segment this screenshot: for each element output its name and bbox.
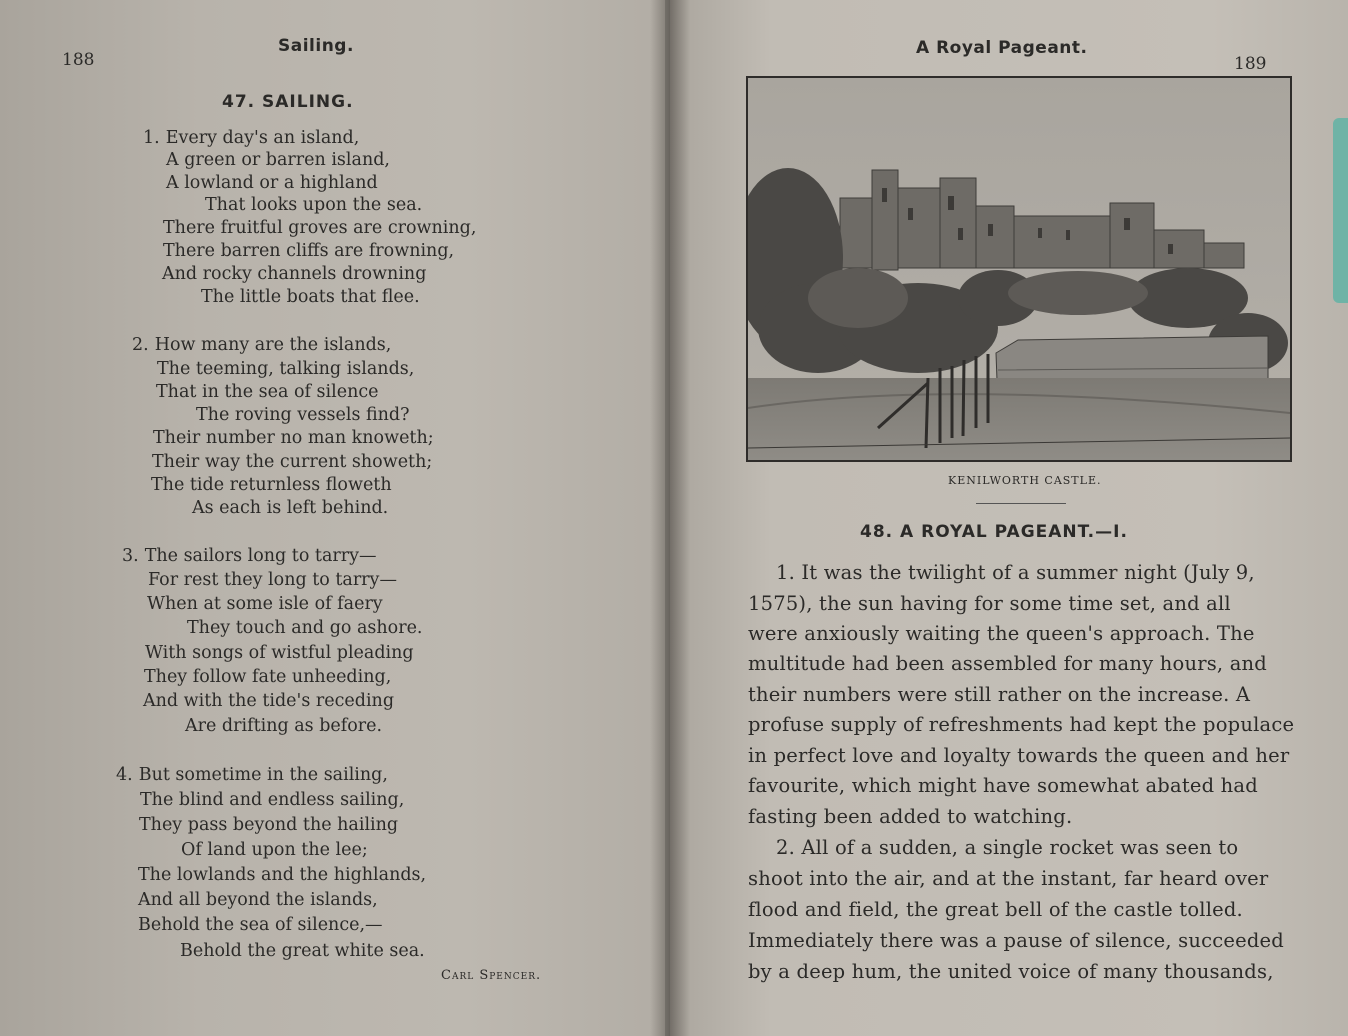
body-line: profuse supply of refreshments had kept the populace (748, 713, 1295, 736)
stanza-number: 3. (122, 546, 139, 566)
body-line: 1575), the sun having for some time set, and all (748, 592, 1231, 615)
book-gutter (650, 0, 690, 1036)
verse-line: And with the tide's receding (143, 691, 395, 711)
castle-illustration (746, 76, 1292, 462)
body-line: 2. All of a sudden, a single rocket was seen to (776, 836, 1239, 859)
stanza-number: 2. (132, 335, 149, 355)
verse-line: 4. But sometime in the sailing, (116, 765, 388, 785)
running-head: A Royal Pageant. (916, 38, 1088, 58)
bookmark-tab (1333, 118, 1348, 303)
verse-line: There barren cliffs are frowning, (163, 241, 455, 261)
stanza-number: 1. (143, 128, 160, 148)
verse-line: The lowlands and the highlands, (138, 865, 427, 885)
verse-line: The tide returnless floweth (151, 475, 392, 495)
running-head: Sailing. (278, 36, 354, 56)
verse-line: A green or barren island, (166, 150, 390, 170)
poem-author: Carl Spencer. (441, 968, 542, 983)
verse-line: The blind and endless sailing, (140, 790, 405, 810)
body-line: 1. It was the twilight of a summer night (July 9, (776, 561, 1255, 584)
verse-line: That in the sea of silence (156, 382, 379, 402)
chapter-title: 48. A ROYAL PAGEANT.—I. (860, 522, 1128, 542)
verse-line: Of land upon the lee; (181, 840, 368, 860)
body-line: by a deep hum, the united voice of many thousands, (748, 960, 1274, 983)
verse-line: The roving vessels find? (196, 405, 410, 425)
verse-line: A lowland or a highland (166, 173, 378, 193)
body-line: their numbers were still rather on the increase. A (748, 683, 1251, 706)
body-line: shoot into the air, and at the instant, far heard over (748, 867, 1269, 890)
body-line: fasting been added to watching. (748, 805, 1073, 828)
verse-line: And all beyond the islands, (138, 890, 378, 910)
verse-line: They follow fate unheeding, (144, 667, 392, 687)
verse-line: And rocky channels drowning (162, 264, 427, 284)
divider-rule (976, 503, 1066, 504)
verse-line: With songs of wistful pleading (145, 643, 414, 663)
body-line: were anxiously waiting the queen's approach. The (748, 622, 1255, 645)
body-line: multitude had been assembled for many hours, and (748, 652, 1267, 675)
verse-line: 1. Every day's an island, (143, 128, 360, 148)
verse-line: Behold the sea of silence,— (138, 915, 383, 935)
body-line: in perfect love and loyalty towards the queen and her (748, 744, 1290, 767)
verse-line: Are drifting as before. (185, 716, 383, 736)
poem-title: 47. SAILING. (222, 92, 354, 112)
verse-line: For rest they long to tarry— (148, 570, 397, 590)
stanza-number: 4. (116, 765, 133, 785)
verse-line: As each is left behind. (192, 498, 389, 518)
illustration-caption: KENILWORTH CASTLE. (948, 474, 1102, 487)
verse-line: That looks upon the sea. (205, 195, 423, 215)
page-number: 189 (1234, 54, 1267, 74)
verse-line: Their number no man knoweth; (153, 428, 434, 448)
verse-line: The little boats that flee. (201, 287, 420, 307)
verse-line: The teeming, talking islands, (157, 359, 415, 379)
left-page (0, 0, 665, 1036)
page-number: 188 (62, 50, 95, 70)
verse-line: Their way the current showeth; (152, 452, 433, 472)
verse-line: They touch and go ashore. (187, 618, 423, 638)
verse-line: 2. How many are the islands, (132, 335, 392, 355)
verse-line: 3. The sailors long to tarry— (122, 546, 377, 566)
verse-line: There fruitful groves are crowning, (163, 218, 477, 238)
verse-line: When at some isle of faery (147, 594, 383, 614)
verse-line: Behold the great white sea. (180, 941, 425, 961)
body-line: Immediately there was a pause of silence, succeeded (748, 929, 1284, 952)
body-line: flood and field, the great bell of the castle tolled. (748, 898, 1243, 921)
body-line: favourite, which might have somewhat abated had (748, 774, 1258, 797)
verse-line: They pass beyond the hailing (139, 815, 399, 835)
